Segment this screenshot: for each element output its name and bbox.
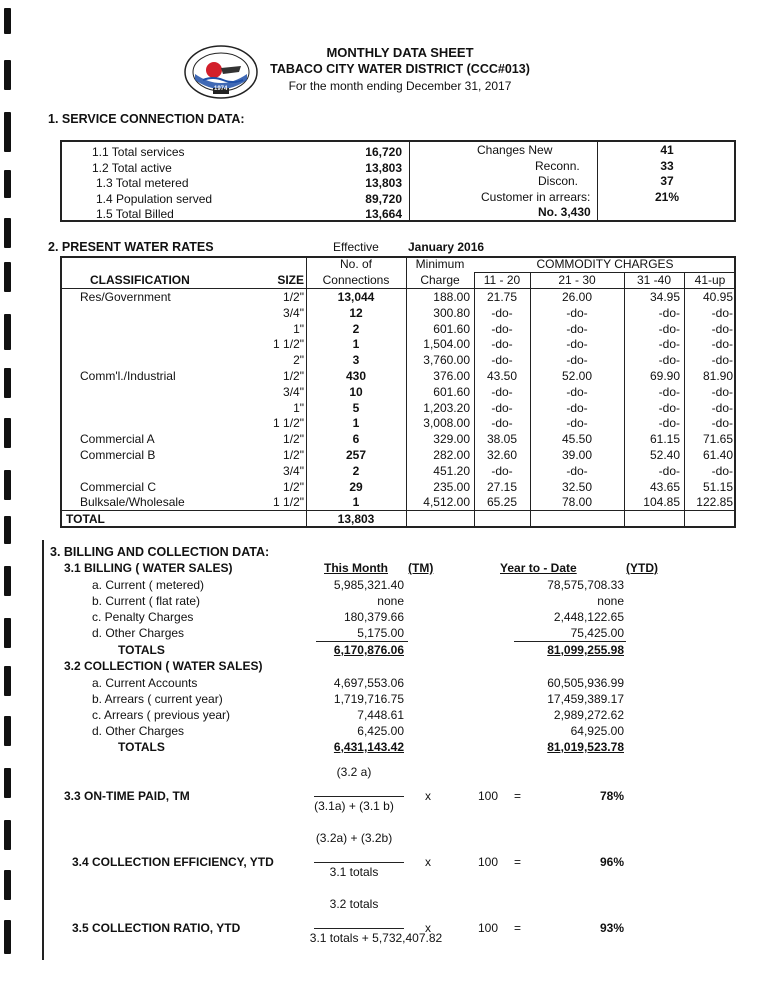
rate-row-size: 1/2" <box>283 448 304 462</box>
rate-row-size: 1 1/2" <box>273 337 304 352</box>
rate-row-21-30: -do- <box>566 463 588 478</box>
changes-row-label: Reconn. <box>535 158 580 173</box>
changes-row-value: 37 <box>660 174 674 188</box>
rate-row-21-30: 32.50 <box>561 479 593 494</box>
collection-row-ytd: 60,505,936.99 <box>547 676 624 690</box>
ratio-equals: = <box>514 789 522 803</box>
col-commodity-charges: COMMODITY CHARGES <box>536 257 674 271</box>
collection-row-ytd: 64,925.00 <box>570 724 624 738</box>
col-ytd-abbr: (YTD) <box>626 561 658 575</box>
rate-row-21-30: -do- <box>566 321 588 336</box>
rate-row-31-40: 52.40 <box>649 448 680 462</box>
binder-mark <box>4 314 11 350</box>
rate-row-size: 1 1/2" <box>273 495 304 510</box>
billing-row-label: a. Current ( metered) <box>92 578 205 592</box>
sheet-title: MONTHLY DATA SHEET <box>326 45 474 60</box>
rate-row-31-40: 69.90 <box>649 369 680 383</box>
rate-row-classification: Commercial C <box>80 479 157 494</box>
rate-row-21-30: -do- <box>566 400 588 415</box>
billing-row-label: d. Other Charges <box>92 626 185 640</box>
rate-row-classification: Commercial B <box>80 448 156 462</box>
rate-row-11-20: 32.60 <box>486 448 518 462</box>
rate-row-classification: Comm'l./Industrial <box>80 369 176 383</box>
district-name: TABACO CITY WATER DISTRICT (CCC#013) <box>270 62 530 76</box>
rate-row-size: 3/4" <box>283 384 304 399</box>
collection-row-tm: 1,719,716.75 <box>333 692 404 706</box>
rate-row-41-up: -do- <box>711 305 733 320</box>
ratio-label: 3.4 COLLECTION EFFICIENCY, YTD <box>72 855 274 869</box>
service-row-value: 13,803 <box>365 160 402 175</box>
collection-row-tm: 4,697,553.06 <box>333 676 404 690</box>
rate-row-21-30: 39.00 <box>561 448 593 462</box>
service-row-value: 89,720 <box>365 191 402 206</box>
binder-mark <box>4 920 11 954</box>
rate-row-connections: 10 <box>349 384 363 399</box>
report-period: For the month ending December 31, 2017 <box>288 79 512 93</box>
billing-row-ytd: 75,425.00 <box>570 626 624 640</box>
binder-mark <box>4 716 11 746</box>
rate-row-41-up: 51.15 <box>702 479 733 494</box>
rate-row-31-40: 104.85 <box>643 495 680 510</box>
service-row-value: 13,664 <box>365 207 402 221</box>
rate-row-31-40: -do- <box>658 305 680 320</box>
rate-row-minimum: 3,760.00 <box>423 353 470 368</box>
rate-row-connections: 1 <box>352 337 360 352</box>
service-row-label: 1.2 Total active <box>92 160 172 175</box>
rate-row-connections: 29 <box>349 479 363 494</box>
col-range-21-30: 21 - 30 <box>558 273 596 287</box>
rate-row-connections: 5 <box>352 400 360 415</box>
billing-total-ytd: 81,099,255.98 <box>547 643 624 657</box>
effective-date: January 2016 <box>408 240 485 254</box>
rate-row-31-40: -do- <box>658 321 680 336</box>
rate-row-minimum: 300.80 <box>433 305 470 320</box>
rate-row-41-up: -do- <box>711 321 733 336</box>
changes-row-value: 41 <box>660 143 674 157</box>
rate-row-connections: 13,044 <box>337 290 375 304</box>
col-classification: CLASSIFICATION <box>90 273 190 287</box>
col-range-11-20: 11 - 20 <box>483 273 521 287</box>
rate-row-31-40: -do- <box>658 384 680 399</box>
rate-row-11-20: 65.25 <box>486 495 518 510</box>
rate-row-41-up: -do- <box>711 463 733 478</box>
binder-mark <box>4 112 11 152</box>
col-connections-2: Connections <box>322 273 390 287</box>
total-label: TOTAL <box>66 512 105 526</box>
binder-mark <box>4 566 11 596</box>
col-minimum-2: Charge <box>420 273 460 287</box>
ratio-equals: = <box>514 855 522 869</box>
ratio-result: 96% <box>600 855 625 869</box>
col-this-month: This Month <box>324 561 388 575</box>
rate-row-41-up: 81.90 <box>702 369 733 383</box>
rate-row-21-30: -do- <box>566 305 588 320</box>
billing-row-ytd: 78,575,708.33 <box>547 578 624 592</box>
rate-row-connections: 3 <box>352 353 360 368</box>
rate-row-41-up: -do- <box>711 337 733 352</box>
ratio-numerator: (3.2a) + (3.2b) <box>315 831 393 845</box>
rate-row-size: 3/4" <box>283 463 304 478</box>
ratio-result: 93% <box>600 921 625 935</box>
collection-total-ytd: 81,019,523.78 <box>547 740 624 754</box>
ratio-fraction-line <box>314 928 404 929</box>
ratio-denominator: (3.1a) + (3.1 b) <box>314 799 394 813</box>
rate-row-minimum: 601.60 <box>433 321 470 336</box>
rate-row-41-up: -do- <box>711 353 733 368</box>
rate-row-11-20: 43.50 <box>486 369 518 383</box>
rate-row-31-40: -do- <box>658 463 680 478</box>
rate-row-11-20: -do- <box>491 321 513 336</box>
changes-row-value: 33 <box>660 158 674 173</box>
rate-row-11-20: 21.75 <box>486 290 518 304</box>
rate-row-minimum: 601.60 <box>433 384 470 399</box>
collection-row-ytd: 17,459,389.17 <box>547 692 624 706</box>
binder-mark <box>4 516 11 544</box>
service-row-label: 1.3 Total metered <box>96 176 189 190</box>
rate-row-minimum: 188.00 <box>433 290 470 304</box>
billing-totals-label: TOTALS <box>118 643 165 657</box>
billing-row-tm: 180,379.66 <box>343 610 404 624</box>
billing-subtotal-rule <box>316 641 408 642</box>
rate-row-31-40: -do- <box>658 353 680 368</box>
ratio-result: 78% <box>600 789 625 803</box>
col-range-41-up: 41-up <box>694 273 726 287</box>
billing-collection-box <box>42 540 47 960</box>
collection-heading: 3.2 COLLECTION ( WATER SALES) <box>64 659 263 673</box>
changes-row-value: 21% <box>654 189 680 204</box>
effective-label: Effective <box>333 240 379 254</box>
col-size: SIZE <box>277 273 304 287</box>
service-row-label: 1.4 Population served <box>96 191 213 206</box>
changes-row-label: Customer in arrears: <box>481 189 591 204</box>
rate-row-11-20: -do- <box>491 400 513 415</box>
rate-row-size: 2" <box>293 353 304 368</box>
rate-row-connections: 12 <box>349 305 363 320</box>
rate-row-41-up: 71.65 <box>702 432 733 447</box>
ratio-label: 3.3 ON-TIME PAID, TM <box>64 789 190 803</box>
collection-totals-label: TOTALS <box>118 740 165 754</box>
ratio-numerator: (3.2 a) <box>336 765 372 779</box>
rate-row-11-20: 38.05 <box>486 432 518 447</box>
collection-row-tm: 6,425.00 <box>357 724 404 738</box>
ratio-denominator: 3.1 totals + 5,732,407.82 <box>309 931 443 945</box>
rate-row-11-20: -do- <box>491 337 513 352</box>
rate-row-11-20: -do- <box>491 384 513 399</box>
collection-row-label: d. Other Charges <box>92 724 185 738</box>
rate-row-11-20: 27.15 <box>486 479 518 494</box>
rate-row-size: 1/2" <box>283 479 304 494</box>
divider <box>409 140 410 222</box>
section-2-heading: 2. PRESENT WATER RATES <box>48 240 214 254</box>
binder-mark <box>4 8 11 34</box>
binder-mark <box>4 820 11 850</box>
logo-year: 1974 <box>214 86 228 92</box>
rate-row-21-30: -do- <box>566 384 588 399</box>
binder-mark <box>4 368 11 398</box>
billing-row-ytd: none <box>597 594 624 608</box>
binder-mark <box>4 666 11 696</box>
rate-row-minimum: 235.00 <box>433 479 470 494</box>
rate-row-minimum: 3,008.00 <box>423 416 470 431</box>
changes-row-label: Changes New <box>477 143 553 157</box>
rate-row-minimum: 376.00 <box>433 369 470 383</box>
rate-row-11-20: -do- <box>491 353 513 368</box>
ratio-hundred: 100 <box>478 921 499 935</box>
binder-mark <box>4 470 11 500</box>
billing-row-tm: 5,985,321.40 <box>333 578 404 592</box>
billing-heading: 3.1 BILLING ( WATER SALES) <box>64 561 233 575</box>
total-connections: 13,803 <box>337 512 375 526</box>
binder-mark <box>4 170 11 198</box>
rate-row-size: 1/2" <box>283 369 304 383</box>
rate-row-connections: 430 <box>345 369 367 383</box>
rate-row-41-up: -do- <box>711 400 733 415</box>
billing-row-ytd: 2,448,122.65 <box>553 610 624 624</box>
rate-row-41-up: 122.85 <box>696 495 733 510</box>
collection-row-label: c. Arrears ( previous year) <box>92 708 231 722</box>
rate-row-31-40: 34.95 <box>649 290 680 304</box>
rate-row-31-40: -do- <box>658 400 680 415</box>
rate-row-size: 1" <box>293 321 304 336</box>
rate-row-41-up: 61.40 <box>702 448 733 462</box>
binder-mark <box>4 262 11 292</box>
rate-row-31-40: 43.65 <box>649 479 680 494</box>
rate-row-connections: 6 <box>352 432 360 447</box>
ratio-label: 3.5 COLLECTION RATIO, YTD <box>72 921 241 935</box>
rate-row-21-30: -do- <box>566 416 588 431</box>
section-3-heading: 3. BILLING AND COLLECTION DATA: <box>50 545 270 559</box>
binder-mark <box>4 768 11 798</box>
rate-row-31-40: -do- <box>658 337 680 352</box>
section-1-heading: 1. SERVICE CONNECTION DATA: <box>48 112 245 126</box>
rate-row-classification: Commercial A <box>80 432 155 447</box>
billing-row-tm: none <box>377 594 404 608</box>
rate-row-41-up: 40.95 <box>702 290 733 304</box>
rate-row-minimum: 1,504.00 <box>423 337 470 352</box>
rate-row-size: 1/2" <box>283 432 304 447</box>
changes-row-label: Discon. <box>538 174 579 188</box>
col-range-31-40: 31 -40 <box>636 273 672 287</box>
col-connections-1: No. of <box>339 257 372 271</box>
rate-row-size: 3/4" <box>283 305 304 320</box>
rate-row-minimum: 4,512.00 <box>423 495 470 510</box>
ratio-hundred: 100 <box>478 789 499 803</box>
rate-row-21-30: -do- <box>566 337 588 352</box>
binder-mark <box>4 218 11 248</box>
rate-row-classification: Res/Government <box>80 290 171 304</box>
binder-mark <box>4 418 11 448</box>
rate-row-connections: 1 <box>352 416 360 431</box>
ratio-fraction-line <box>314 796 404 797</box>
rate-row-minimum: 329.00 <box>433 432 470 447</box>
binder-mark <box>4 870 11 900</box>
binder-mark <box>4 618 11 648</box>
billing-row-label: c. Penalty Charges <box>92 610 194 624</box>
rate-row-classification: Bulksale/Wholesale <box>80 495 185 510</box>
service-row-label: 1.1 Total services <box>92 145 185 159</box>
rate-row-41-up: -do- <box>711 416 733 431</box>
changes-row-label: No. 3,430 <box>538 205 591 219</box>
collection-row-ytd: 2,989,272.62 <box>553 708 624 722</box>
rate-row-minimum: 1,203.20 <box>423 400 470 415</box>
rate-row-11-20: -do- <box>491 416 513 431</box>
service-row-value: 16,720 <box>365 145 402 159</box>
ratio-fraction-line <box>314 862 404 863</box>
collection-total-tm: 6,431,143.42 <box>333 740 404 754</box>
collection-row-label: b. Arrears ( current year) <box>92 692 223 706</box>
rate-row-21-30: 52.00 <box>561 369 593 383</box>
service-row-value: 13,803 <box>365 176 402 190</box>
col-year-to-date: Year to - Date <box>500 561 577 575</box>
rate-row-21-30: -do- <box>566 353 588 368</box>
billing-total-tm: 6,170,876.06 <box>333 643 404 657</box>
rate-row-11-20: -do- <box>491 463 513 478</box>
ratio-times: x <box>425 789 431 803</box>
col-tm-abbr: (TM) <box>408 561 434 575</box>
rate-row-11-20: -do- <box>491 305 513 320</box>
binder-mark <box>4 60 11 90</box>
rate-row-21-30: 78.00 <box>561 495 593 510</box>
billing-subtotal-rule <box>514 641 626 642</box>
rate-row-size: 1/2" <box>283 290 304 304</box>
rate-row-connections: 257 <box>345 448 367 462</box>
rate-row-minimum: 282.00 <box>433 448 470 462</box>
rate-row-connections: 2 <box>352 321 360 336</box>
billing-row-label: b. Current ( flat rate) <box>92 594 201 608</box>
rate-row-41-up: -do- <box>711 384 733 399</box>
billing-row-tm: 5,175.00 <box>357 626 404 640</box>
ratio-hundred: 100 <box>478 855 499 869</box>
rate-row-31-40: 61.15 <box>649 432 680 447</box>
ratio-denominator: 3.1 totals <box>329 865 379 879</box>
col-minimum-1: Minimum <box>415 257 465 271</box>
rate-row-31-40: -do- <box>658 416 680 431</box>
rate-row-21-30: 26.00 <box>561 290 593 304</box>
rate-row-size: 1 1/2" <box>273 416 304 431</box>
collection-row-label: a. Current Accounts <box>92 676 198 690</box>
rate-row-connections: 1 <box>352 495 360 510</box>
ratio-numerator: 3.2 totals <box>329 897 379 911</box>
collection-row-tm: 7,448.61 <box>357 708 404 722</box>
service-row-label: 1.5 Total Billed <box>96 207 174 221</box>
rate-row-21-30: 45.50 <box>561 432 593 447</box>
ratio-times: x <box>425 921 431 935</box>
ratio-equals: = <box>514 921 522 935</box>
ratio-times: x <box>425 855 431 869</box>
rate-row-minimum: 451.20 <box>433 463 470 478</box>
rate-row-connections: 2 <box>352 463 360 478</box>
rate-row-size: 1" <box>293 400 304 415</box>
